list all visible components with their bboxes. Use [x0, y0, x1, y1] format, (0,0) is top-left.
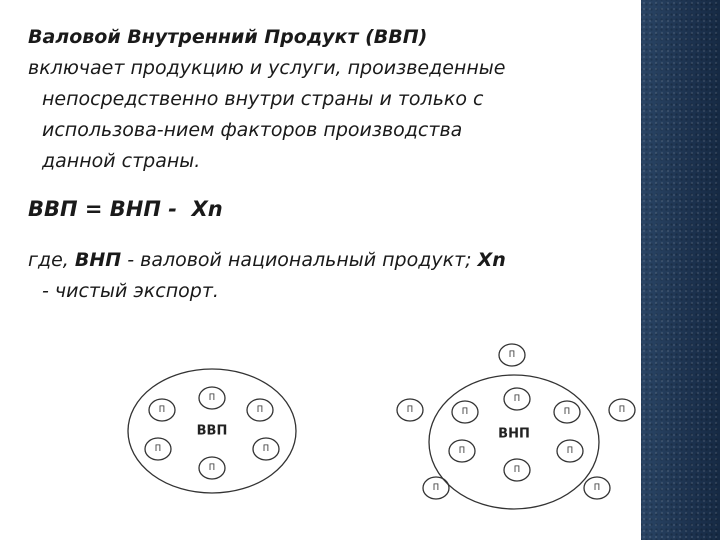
gnp-node-label: П	[513, 394, 521, 404]
gnp-node-label: П	[593, 483, 601, 493]
gnp-node-label: П	[432, 483, 440, 493]
legend-desc-gnp: - валовой национальный продукт;	[121, 249, 478, 271]
gnp-node-label: П	[461, 407, 469, 417]
gdp-definition-line-3: использова-нием факторов производства	[42, 119, 463, 141]
gdp-title: Валовой Внутренний Продукт (ВВП)	[28, 26, 428, 48]
decorative-sidebar	[641, 0, 720, 540]
gnp-node-label: П	[618, 405, 626, 415]
legend-term-gnp: ВНП	[74, 249, 122, 271]
legend-term-xn: Хn	[477, 249, 506, 271]
gdp-node-label: П	[256, 405, 264, 415]
gdp-node-label: П	[262, 444, 270, 454]
gdp-node-label: П	[208, 463, 216, 473]
gnp-node-label: П	[458, 446, 466, 456]
gnp-node-label: П	[566, 446, 574, 456]
gdp-node-label: П	[208, 393, 216, 403]
gnp-node-label: П	[508, 350, 516, 360]
gdp-definition-line-1: включает продукцию и услуги, произведенные	[28, 57, 506, 79]
formula-legend-line-2: - чистый экспорт.	[42, 280, 219, 302]
gdp-definition-line-4: данной страны.	[42, 150, 201, 172]
legend-prefix: где,	[28, 249, 75, 271]
gnp-node-label: П	[513, 465, 521, 475]
gdp-definition-line-2: непосредственно внутри страны и только с	[42, 88, 484, 110]
gdp-formula: ВВП = ВНП - Хn	[28, 197, 223, 221]
gdp-center-label: ВВП	[196, 423, 228, 439]
gdp-node-label: П	[158, 405, 166, 415]
gdp-node-label: П	[154, 444, 162, 454]
gnp-center-label: ВНП	[498, 426, 530, 442]
gnp-node-label: П	[406, 405, 414, 415]
gnp-node-label: П	[563, 407, 571, 417]
